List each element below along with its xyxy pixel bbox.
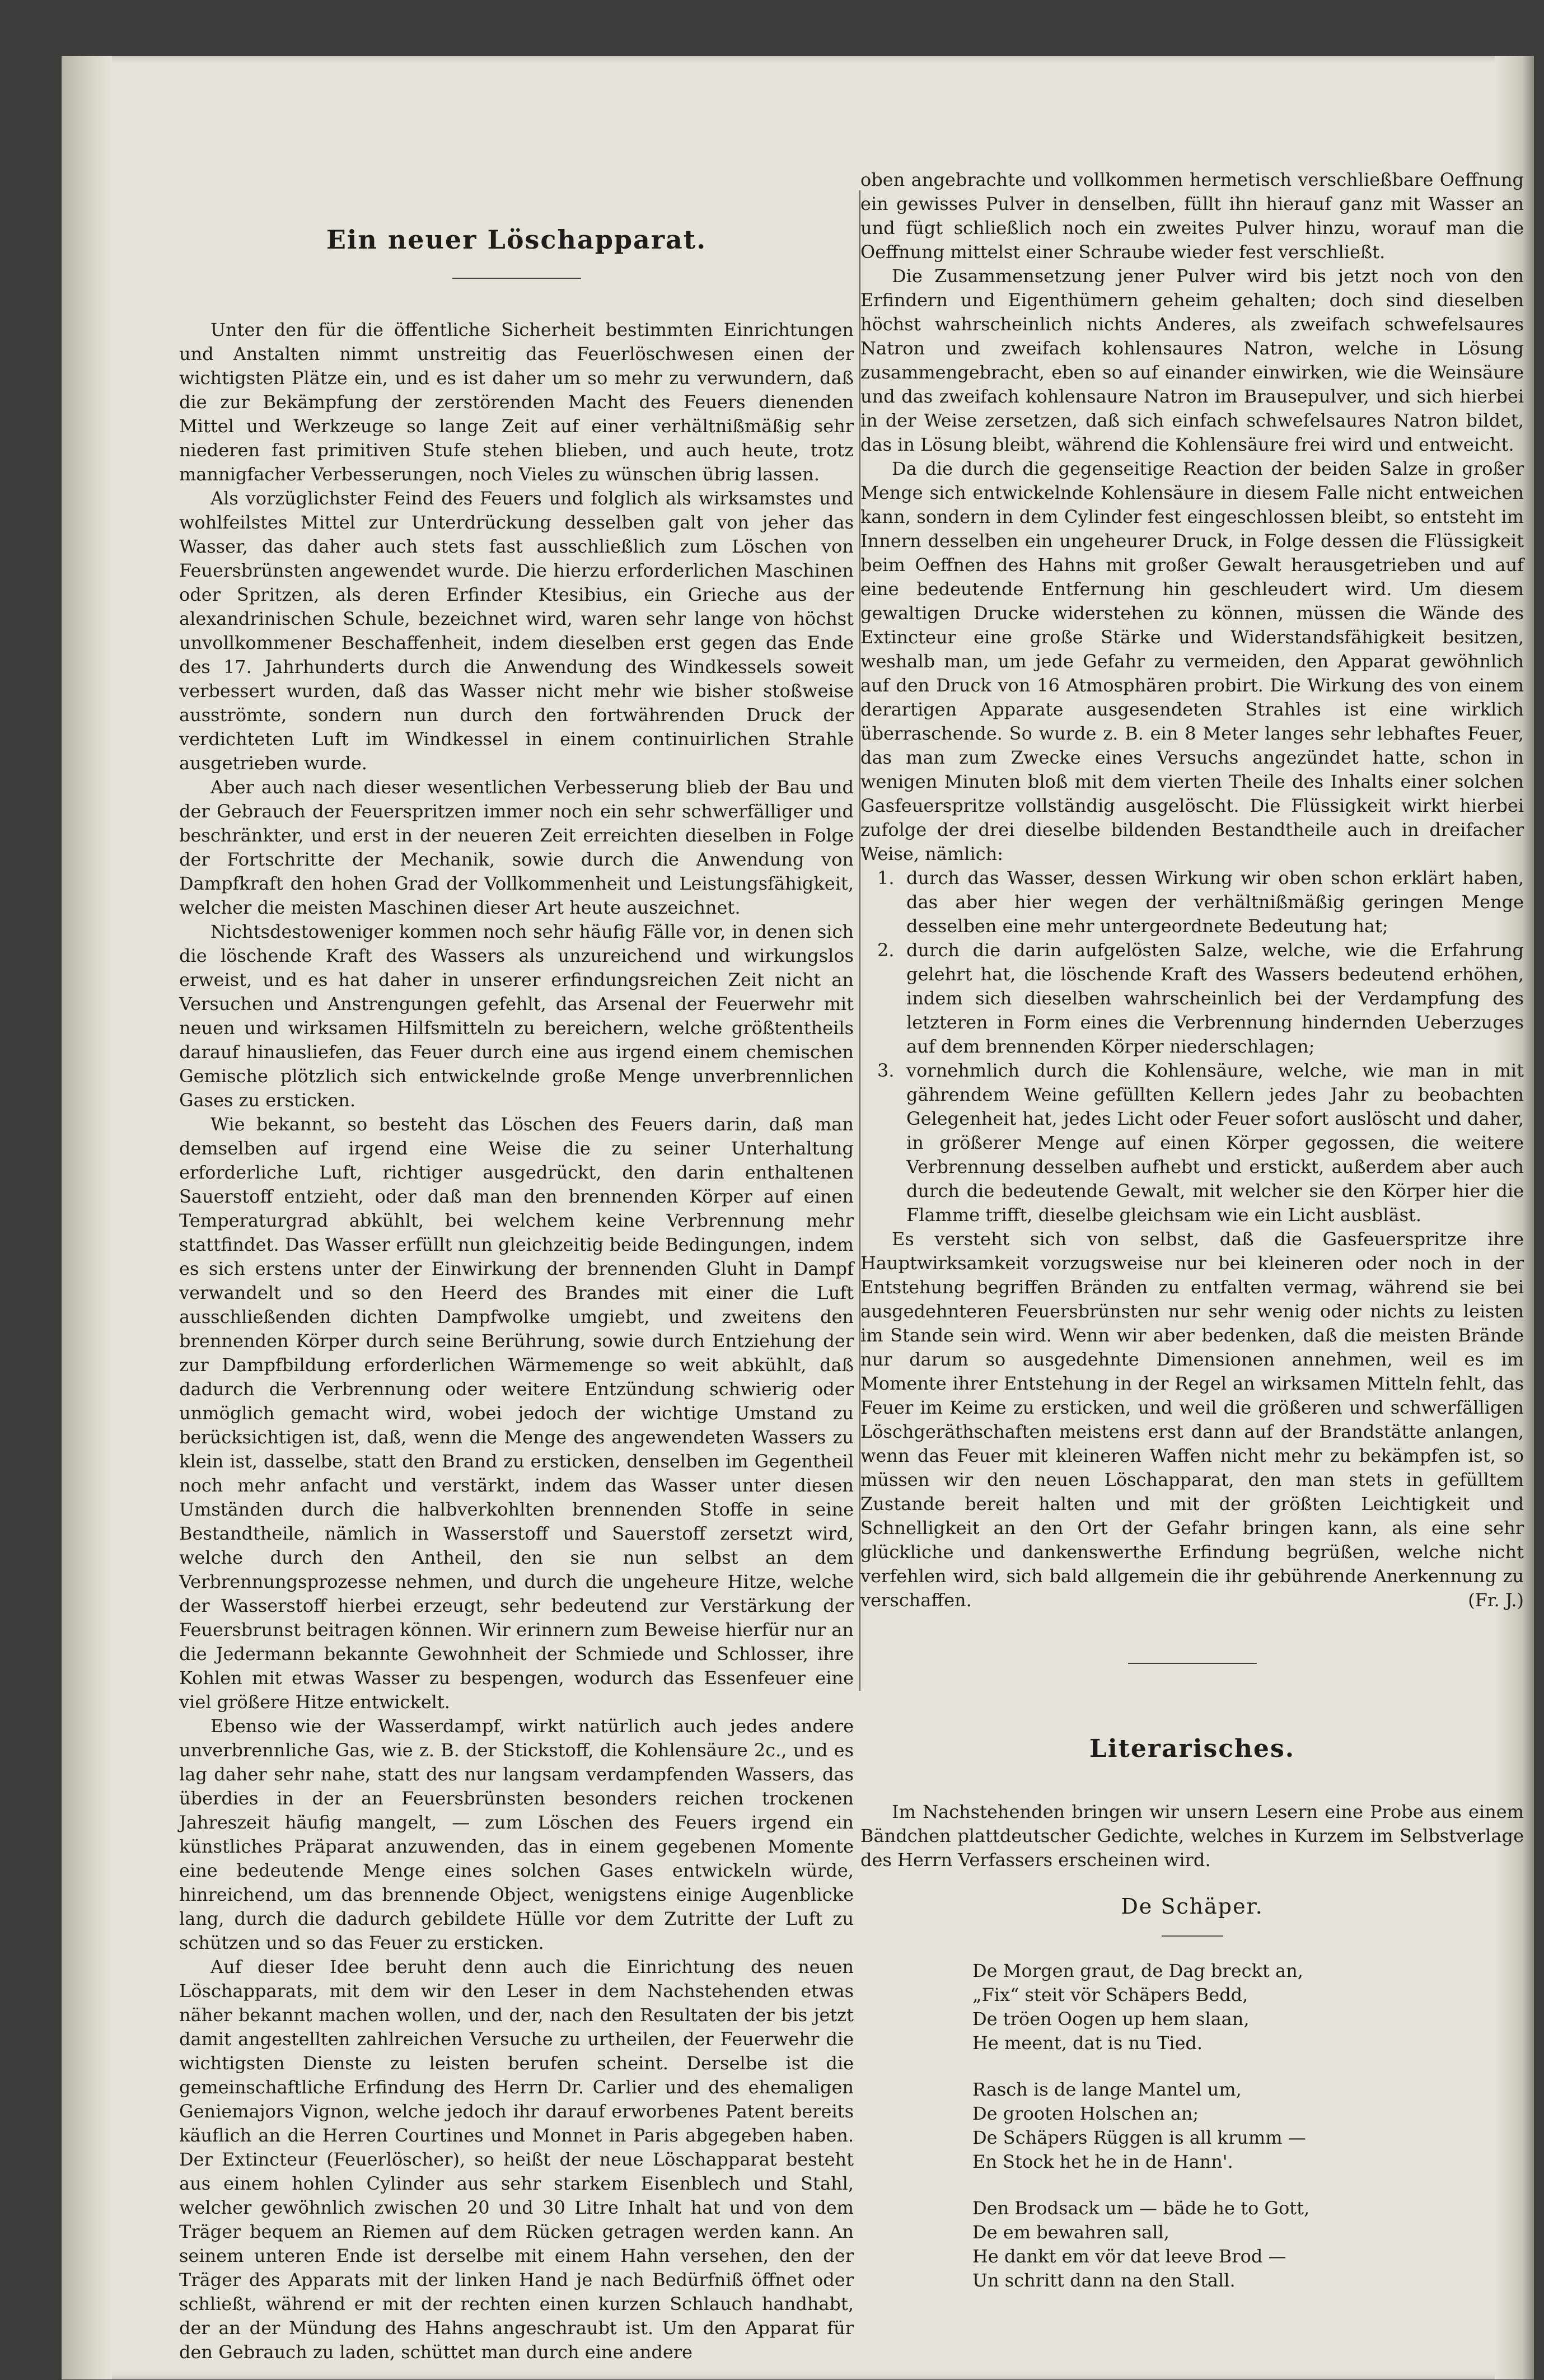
newspaper-page (62, 56, 1534, 2379)
page-binding-edge (62, 56, 112, 2379)
poem-line: Rasch is de lange Mantel um, (972, 2079, 1242, 2100)
section-title: Literarisches. (1089, 1734, 1295, 1763)
article-paragraph: Auf dieser Idee beruht denn auch die Einrichtung des neuen Löschapparats, mit dem wir den Leser in dem Nachstehenden etwas näher bekannt machen wollen, und der, nach den Resultaten der bis jetzt damit angestellten zahlreichen Versuche zu urtheilen, der Feuerwehr die wichtigsten Dienste zu leisten berufen scheint. Derselbe ist die gemeinschaftliche Erfindung des Herrn Dr. Carlier und des ehemaligen Geniemajors Vignon, welche jedoch ihr darauf erworbenes Patent bereits käuflich an die Herren Courtines und Monnet in Paris abgegeben haben. Der Extincteur (Feuerlöscher), so heißt der neue Löschapparat besteht aus einem hohlen Cylinder aus sehr starkem Eisenblech und Stahl, welcher gewöhnlich zwischen 20 und 30 Litre Inhalt hat und von dem Träger bequem an Riemen auf dem Rücken getragen werden kann. An seinem unteren Ende ist derselbe mit einem Hahn versehen, den der Träger des Apparats mit der linken Hand je nach Bedürfniß öffnet oder schließt, während er mit der rechten einen kurzen Schlauch handhabt, der an der Mündung des Hahns angeschraubt ist. Um den Apparat für den Gebrauch zu laden, schüttet man durch eine andere (179, 1956, 854, 2363)
poem-line: En Stock het he in de Hann'. (972, 2151, 1233, 2172)
list-text: durch das Wasser, dessen Wirkung wir oben schon erklärt haben, das aber hier wegen der verhältnißmäßig geringen Menge desselben eine mehr untergeordnete Bedeutung hat; (906, 867, 1524, 937)
article-paragraph: Ebenso wie der Wasserdampf, wirkt natürlich auch jedes andere unverbrennliche Gas, wie z. B. der Stickstoff, die Kohlensäure 2c., und es lag daher sehr nahe, statt des nur langsam verdampfenden Wassers, das überdies in der an Feuersbrünsten besonders reichen trockenen Jahreszeit häufig mangelt, — zum Löschen des Feuers irgend ein künstliches Präparat anzuwenden, das in einem gegebenen Momente eine bedeutende Menge eines solchen Gases entwickeln würde, hinreichend, um das brennende Object, wenigstens einige Augenblicke lang, durch die dadurch gebildete Hülle vor dem Zutritte der Luft zu schützen und so das Feuer zu ersticken. (179, 1715, 854, 1953)
poem-line: De tröen Oogen up hem slaan, (972, 2008, 1250, 2030)
poem-line: Un schritt dann na den Stall. (972, 2270, 1236, 2291)
list-item (860, 866, 1524, 938)
poem-line: Den Brodsack um — bäde he to Gott, (972, 2197, 1310, 2219)
poem-line: „Fix“ steit vör Schäpers Bedd, (972, 1984, 1248, 2005)
effects-list (860, 866, 1524, 1227)
list-number: 2. (877, 939, 895, 961)
list-item (860, 1059, 1524, 1227)
list-number: 1. (877, 867, 895, 889)
article-title: Ein neuer Löschapparat. (326, 225, 707, 255)
article-paragraph: Aber auch nach dieser wesentlichen Verbesserung blieb der Bau und der Gebrauch der Feuerspritzen immer noch ein sehr schwerfälliger und beschränkter, und erst in der neueren Zeit erreichten dieselben in Folge der Fortschritte der Mechanik, sowie durch die Anwendung von Dampfkraft den hohen Grad der Vollkommenheit und Leistungsfähigkeit, welcher die meisten Maschinen dieser Art heute auszeichnet. (179, 777, 854, 918)
poem-line: De Schäpers Rüggen is all krumm — (972, 2127, 1306, 2148)
poem-stanza (860, 1959, 1524, 2055)
article-paragraph: Wie bekannt, so besteht das Löschen des Feuers darin, daß man demselben auf irgend eine Weise die zu seiner Unterhaltung erforderliche Luft, richtiger ausgedrückt, den darin enthaltenen Sauerstoff entzieht, oder daß man den brennenden Körper auf einen Temperaturgrad abkühlt, bei welchem keine Verbrennung mehr stattfindet. Das Wasser erfüllt nun gleichzeitig beide Bedingungen, indem es sich erstens unter der Einwirkung der brennenden Gluht in Dampf verwandelt und so den Heerd des Brandes mit einer die Luft ausschließenden dichten Dampfwolke umgiebt, und zweitens den brennenden Körper durch seine Berührung, sowie durch Entziehung der zur Dampfbildung erforderlichen Wärmemenge so weit abkühlt, daß dadurch die Verbrennung oder weitere Entzündung schwierig oder unmöglich gemacht wird, wobei jedoch der wichtige Umstand zu berücksichtigen ist, daß, wenn die Menge des angewendeten Wassers zu klein ist, dasselbe, statt den Brand zu ersticken, denselben im Gegentheil noch mehr anfacht und verstärkt, indem das Wasser unter diesen Umständen durch die halbverkohlten brennenden Stoffe in seine Bestandtheile, nämlich in Wasserstoff und Sauerstoff zersetzt wird, welche durch den Antheil, den sie nun selbst an dem Verbrennungsprozesse nehmen, und durch die ungeheure Hitze, welche der Wasserstoff hierbei erzeugt, sehr bedeutend zur Verstärkung der Feuersbrunst beitragen können. Wir erinnern zum Beweise hierfür nur an die Jedermann bekannte Gewohnheit der Schmiede und Schlosser, ihre Kohlen mit etwas Wasser zu bespengen, wodurch das Essenfeuer eine viel größere Hitze entwickelt. (179, 1114, 854, 1713)
left-column (179, 162, 854, 2364)
list-number: 3. (877, 1060, 895, 1081)
section-rule (1128, 1663, 1257, 1664)
article-paragraph: Da die durch die gegenseitige Reaction der beiden Salze in großer Menge sich entwickelnde Kohlensäure in diesem Falle nicht entweichen kann, sondern in dem Cylinder fest eingeschlossen bleibt, so entsteht im Innern desselben ein ungeheurer Druck, in Folge dessen die Flüssigkeit beim Oeffnen des Hahns mit großer Gewalt herausgetrieben und auf eine bedeutende Entfernung hin geschleudert wird. Um diesem gewaltigen Drucke widerstehen zu können, müssen die Wände des Extincteur eine große Stärke und Widerstandsfähigkeit besitzen, weshalb man, um jede Gefahr zu vermeiden, den Apparat gewöhnlich auf den Druck von 16 Atmosphären probirt. Die Wirkung des von einem derartigen Apparate ausgesendeten Strahles ist eine wirklich überraschende. So wurde z. B. ein 8 Meter langes sehr lebhaftes Feuer, das man zum Zwecke eines Versuchs angezündet hatte, schon in wenigen Minuten bloß mit dem vierten Theile des Inhalts einer solchen Gasfeuerspritze vollständig ausgelöscht. Die Flüssigkeit wirkt hierbei zufolge der drei dieselbe bildenden Bestandtheile auch in dreifacher Weise, nämlich: (860, 458, 1524, 864)
article-paragraph: Nichtsdestoweniger kommen noch sehr häufig Fälle vor, in denen sich die löschende Kraft des Wassers als unzureichend und wirkungslos erweist, und es hat daher in unserer erfindungsreichen Zeit nicht an Versuchen und Anstrengungen gefehlt, das Arsenal der Feuerwehr mit neuen und wirksamen Hilfsmitteln zu bereichern, welche größtentheils darauf hinausliefen, das Feuer durch eine aus irgend einem chemischen Gemische plötzlich sich entwickelnde große Menge unverbrennlichen Gases zu ersticken. (179, 921, 854, 1111)
poem-line: De em bewahren sall, (972, 2222, 1169, 2243)
article-paragraph: Unter den für die öffentliche Sicherheit bestimmten Einrichtungen und Anstalten nimmt unstreitig das Feuerlöschwesen einen der wichtigsten Plätze ein, und es ist daher um so mehr zu verwundern, daß die zur Bekämpfung der zerstörenden Macht des Feuers dienenden Mittel und Werkzeuge so lange Zeit auf einer verhältnißmäßig sehr niederen fast primitiven Stufe stehen blieben, und auch heute, trotz mannigfacher Verbesserungen, noch Vieles zu wünschen übrig lassen. (179, 319, 854, 485)
section-intro: Im Nachstehenden bringen wir unsern Lesern eine Probe aus einem Bändchen plattdeutscher Gedichte, welches in Kurzem im Selbstverlage des Herrn Verfassers erscheinen wird. (860, 1801, 1524, 1871)
poem-title: De Schäper. (1121, 1894, 1264, 1919)
article-paragraph: Die Zusammensetzung jener Pulver wird bis jetzt noch von den Erfindern und Eigenthümern geheim gehalten; doch sind dieselben höchst wahrscheinlich nichts Anderes, als zweifach schwefelsaures Natron und zweifach kohlensaures Natron, welche in Lösung zusammengebracht, eben so auf einander einwirken, wie die Weinsäure und das zweifach kohlensaure Natron im Brausepulver, und sich hierbei in der Weise zersetzen, daß sich einfach schwefelsaures Natron bildet, das in Lösung bleibt, während die Kohlensäure frei wird und entweicht. (860, 265, 1524, 455)
title-rule (452, 278, 581, 279)
poem-stanza (860, 2196, 1524, 2293)
article-paragraph: oben angebrachte und vollkommen hermetisch verschließbare Oeffnung ein gewisses Pulver in denselben, füllt ihn hierauf ganz mit Wasser an und fügt schließlich noch ein zweites Pulver hinzu, worauf man die Oeffnung mittelst einer Schraube wieder fest verschließt. (860, 169, 1524, 263)
author-signature: (Fr. J.) (1468, 1589, 1524, 1611)
poem-rule (1162, 1935, 1223, 1937)
poem-line: He meent, dat is nu Tied. (972, 2032, 1203, 2054)
poem-line: De Morgen graut, de Dag breckt an, (972, 1960, 1303, 1981)
article-paragraph (860, 1227, 1524, 1612)
list-text: vornehmlich durch die Kohlensäure, welche, wie man in mit gährendem Weine gefüllten Kellern jedes Jahr zu beobachten Gelegenheit hat, jedes Licht oder Feuer sofort auslöscht und daher, in größerer Menge auf einen Körper gegossen, die weitere Verbrennung desselben aufhebt und erstickt, außerdem aber auch durch die bedeutende Gewalt, mit welcher sie den Körper hier die Flamme trifft, dieselbe gleichsam wie ein Licht ausbläst. (906, 1060, 1524, 1226)
closing-text: Es versteht sich von selbst, daß die Gasfeuerspritze ihre Hauptwirksamkeit vorzugsweise nur bei kleineren oder noch in der Entstehung begriffen Bränden zu entfalten vermag, während sie bei ausgedehnteren Feuersbrünsten nur sehr wenig oder nichts zu leisten im Stande sein wird. Wenn wir aber bedenken, daß die meisten Brände nur darum so ausgedehnte Dimensionen annehmen, weil es im Momente ihrer Entstehung in der Regel an wirksamen Mitteln fehlt, das Feuer im Keime zu ersticken, und weil die größeren und schwerfälligen Löschgeräthschaften meistens erst dann auf der Brandstätte anlangen, wenn das Feuer mit kleineren Waffen nicht mehr zu bekämpfen ist, so müssen wir den neuen Löschapparat, den man stets in gefülltem Zustande bereit halten und mit der größten Leichtigkeit und Schnelligkeit an den Ort der Gefahr bringen kann, als eine sehr glückliche und dankenswerthe Erfindung begrüßen, welche nicht verfehlen wird, sich bald allgemein die ihr gebührende Anerkennung zu verschaffen. (860, 1228, 1524, 1611)
list-text: durch die darin aufgelösten Salze, welche, wie die Erfahrung gelehrt hat, die löschende Kraft des Wassers bedeutend erhöhen, indem sich dieselben wahrscheinlich bei der Verdampfung des letzteren in Form eines die Verbrennung hindernden Ueberzuges auf dem brennenden Körper niederschlagen; (906, 939, 1524, 1057)
right-column (860, 168, 1524, 2315)
list-item (860, 938, 1524, 1059)
poem-stanza (860, 2078, 1524, 2174)
poem-line: He dankt em vör dat leeve Brod — (972, 2246, 1286, 2267)
article-paragraph: Als vorzüglichster Feind des Feuers und folglich als wirksamstes und wohlfeilstes Mittel zur Unterdrückung desselben galt von jeher das Wasser, das daher auch stets fast ausschließlich zum Löschen von Feuersbrünsten angewendet wurde. Die hierzu erforderlichen Maschinen oder Spritzen, als deren Erfinder Ktesibius, ein Grieche aus der alexandrinischen Schule, bezeichnet wird, waren sehr lange von höchst unvollkommener Beschaffenheit, indem dieselben erst gegen das Ende des 17. Jahrhunderts durch die Anwendung des Windkessels soweit verbessert wurden, daß das Wasser nicht mehr wie bisher stoßweise ausströmte, sondern nun durch den fortwährenden Druck der verdichteten Luft im Windkessel in einem continuirlichen Strahle ausgetrieben wurde. (179, 488, 854, 774)
poem-line: De grooten Holschen an; (972, 2103, 1199, 2124)
